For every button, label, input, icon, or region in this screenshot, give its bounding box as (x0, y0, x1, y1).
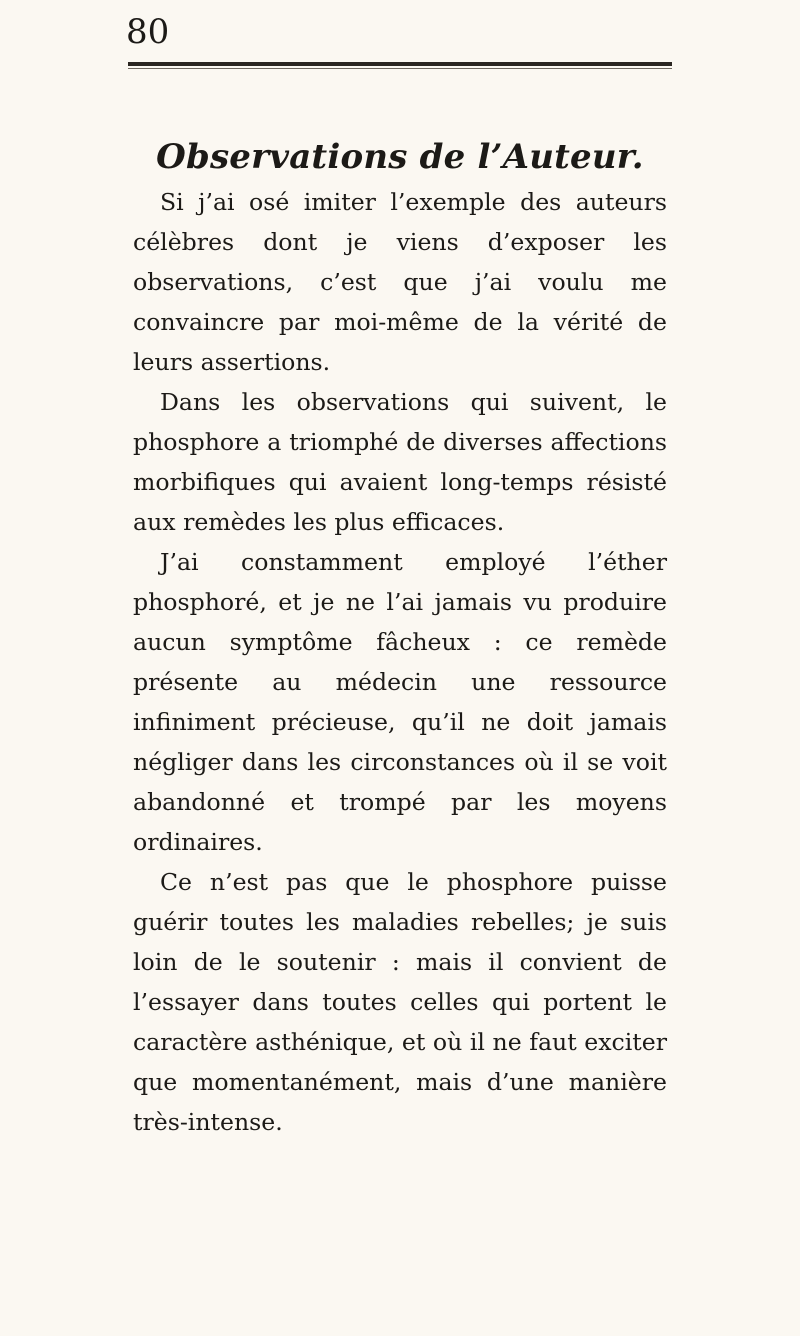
header-rule (128, 62, 672, 66)
paragraph-1: Si j’ai osé imiter l’exemple des auteurs célèbres dont je viens d’exposer les observations, c’est que j’ai voulu me convaincre par moi-même de la vérité de leurs assertions. (133, 188, 667, 376)
page-number: 80 (126, 12, 170, 52)
paragraph-4: Ce n’est pas que le phosphore puisse guérir toutes les maladies rebelles; je suis loin de le soutenir : mais il convient de l’essayer dans toutes celles qui portent le caractère asthénique, et où il ne faut exciter que momentanément, mais d’une manière très-intense. (133, 868, 667, 1136)
body-text (133, 182, 667, 1142)
header-rule-thin (128, 68, 672, 69)
paragraph-3: J’ai constamment employé l’éther phosphoré, et je ne l’ai jamais vu produire aucun symptôme fâcheux : ce remède présente au médecin une ressource infiniment précieuse, qu’il ne doit jamais négliger dans les circonstances où il se voit abandonné et trompé par les moyens ordinaires. (133, 548, 667, 856)
section-heading: Observations de l’Auteur. (156, 136, 644, 177)
paragraph-2: Dans les observations qui suivent, le phosphore a triomphé de diverses affections morbifiques qui avaient long-temps résisté aux remèdes les plus efficaces. (133, 388, 667, 536)
